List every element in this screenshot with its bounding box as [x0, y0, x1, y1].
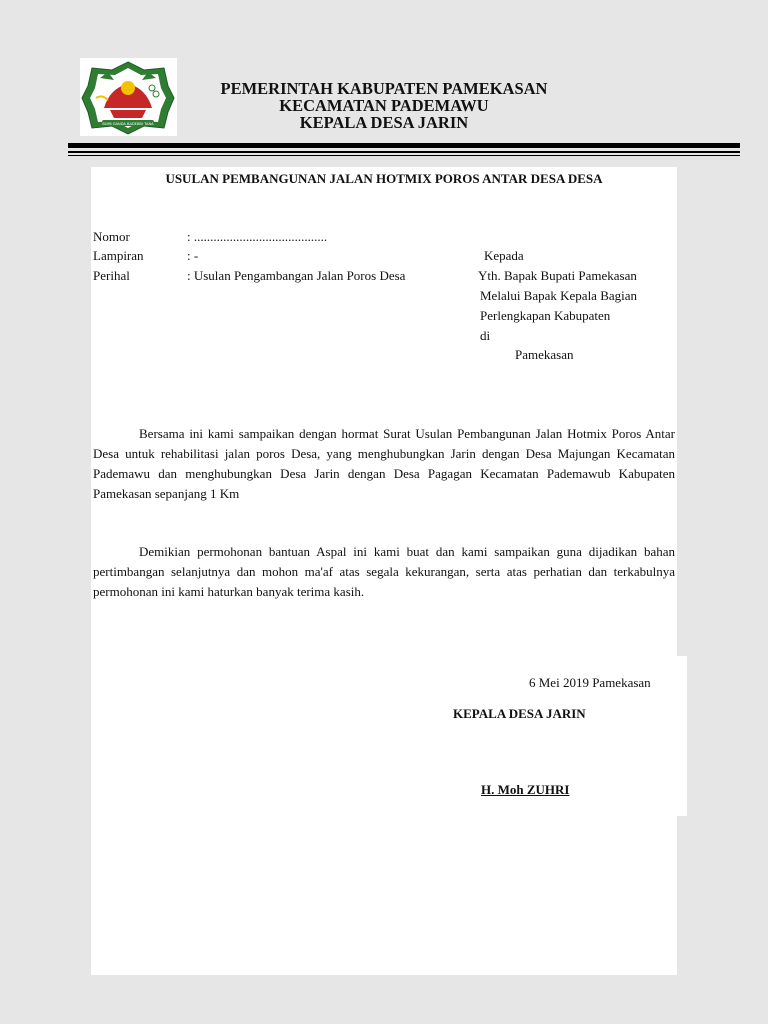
- recipient-line: Perlengkapan Kabupaten: [480, 308, 611, 323]
- letterhead-district: KECAMATAN PADEMAWU: [279, 96, 489, 115]
- field-label-nomor: Nomor: [93, 229, 130, 244]
- letter-page-edge: [677, 656, 687, 816]
- letterhead: [180, 80, 588, 131]
- recipient-line: Yth. Bapak Bupati Pamekasan: [478, 268, 637, 283]
- field-value-nomor: : .........................................: [187, 229, 328, 244]
- field-label-lampiran: Lampiran: [93, 248, 144, 263]
- letterhead-rule-thick: [68, 143, 740, 148]
- recipient-line: Melalui Bapak Kepala Bagian: [480, 288, 638, 303]
- signer-title: KEPALA DESA JARIN: [453, 706, 586, 721]
- logo-motto: BUMI GANDA BADEBBI TANA: [102, 122, 154, 126]
- coat-of-arms-icon: [80, 58, 177, 136]
- subject-title: USULAN PEMBANGUNAN JALAN HOTMIX POROS ANTAR DESA DESA: [165, 171, 603, 186]
- letterhead-office: KEPALA DESA JARIN: [299, 113, 469, 132]
- recipient-city: Pamekasan: [515, 347, 574, 362]
- body-paragraph-2: Demikian permohonan bantuan Aspal ini kami buat dan kami sampaikan guna dijadikan bahan pertimbangan selanjutnya dan mohon ma'af atas segala kekurangan, serta atas perhatian dan terkabulnya permohonan ini kami haturkan banyak terima kasih.: [93, 544, 675, 599]
- body-paragraph-1: Bersama ini kami sampaikan dengan hormat Surat Usulan Pembangunan Jalan Hotmix Poros Antar Desa untuk rehabilitasi jalan poros Desa, yang menghubungkan Jarin dengan Desa Majungan Kecamatan Pademawu dan menghubungkan Desa Jarin dengan Desa Pagagan Kecamatan Pademawub Kabupaten Pamekasan sepanjang 1 Km: [93, 426, 675, 501]
- field-value-lampiran: : -: [187, 248, 199, 263]
- signer-name: H. Moh ZUHRI: [481, 782, 570, 797]
- field-value-perihal: : Usulan Pengambangan Jalan Poros Desa: [187, 268, 406, 283]
- letterhead-rule-medium: [68, 151, 740, 153]
- recipient-kepada: Kepada: [484, 248, 524, 263]
- recipient-line: di: [480, 328, 491, 343]
- letterhead-rule-thin: [68, 155, 740, 156]
- village-logo: [80, 58, 177, 136]
- letterhead-government: PEMERINTAH KABUPATEN PAMEKASAN: [220, 79, 548, 98]
- field-label-perihal: Perihal: [93, 268, 130, 283]
- date-place: 6 Mei 2019 Pamekasan: [529, 675, 651, 690]
